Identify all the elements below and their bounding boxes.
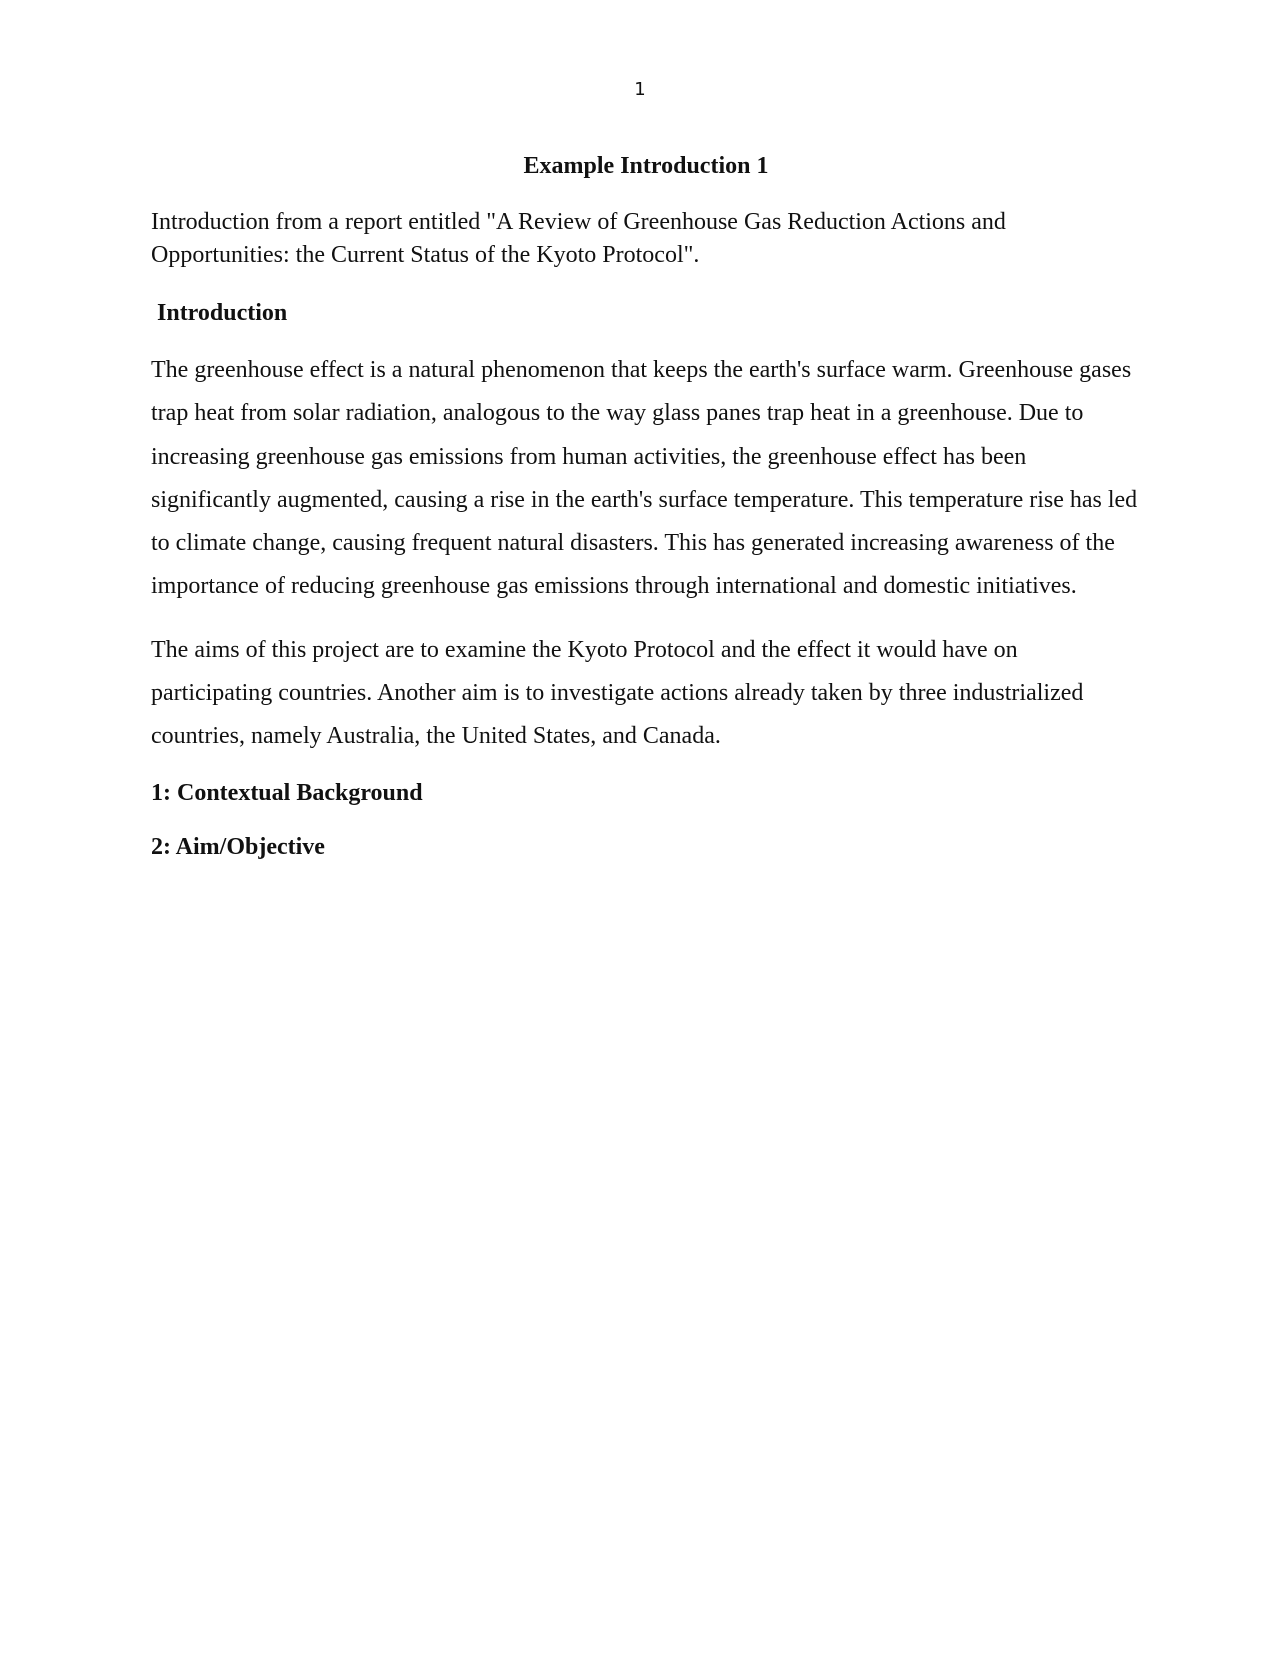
body-paragraph: The aims of this project are to examine the Kyoto Protocol and the effect it would have on participating countries. Another aim is to investigate actions already taken by three industrialized countries, namely Australia, the United States, and Canada. — [151, 636, 1084, 750]
page-number: 1 — [634, 79, 646, 100]
section-heading-introduction: Introduction — [157, 300, 288, 326]
intro-note: Introduction from a report entitled "A Review of Greenhouse Gas Reduction Actions and Opportunities: the Current Status of the Kyoto Protocol". — [151, 209, 1006, 268]
subheading-aim-objective: 2: Aim/Objective — [151, 833, 325, 860]
page-content — [151, 150, 1141, 863]
document-title: Example Introduction 1 — [523, 153, 769, 179]
subheading-contextual-background: 1: Contextual Background — [151, 779, 423, 806]
body-paragraph: The greenhouse effect is a natural phenomenon that keeps the earth's surface warm. Greenhouse gases trap heat from solar radiation, analogous to the way glass panes trap heat in a greenhouse. Due to increasing greenhouse gas emissions from human activities, the greenhouse effect has been significantly augmented, causing a rise in the earth's surface temperature. This temperature rise has led to climate change, causing frequent natural disasters. This has generated increasing awareness of the importance of reducing greenhouse gas emissions through international and domestic initiatives. — [151, 357, 1138, 600]
